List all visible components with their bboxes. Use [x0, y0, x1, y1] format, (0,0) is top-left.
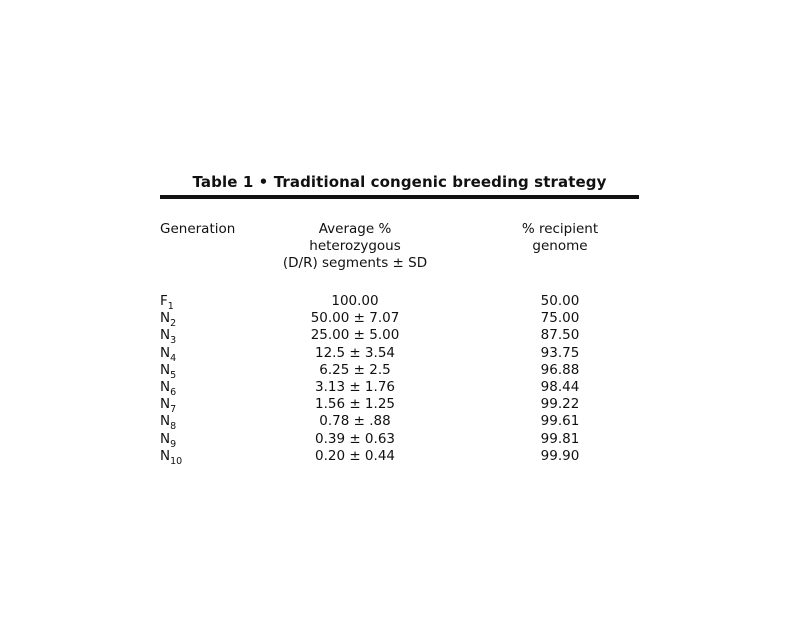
generation-subscript: 6 [170, 386, 177, 398]
average-cell: 6.25 ± 2.5 [319, 361, 391, 378]
average-cell: 0.20 ± 0.44 [314, 447, 395, 464]
average-cell: 3.13 ± 1.76 [314, 378, 395, 395]
generation-symbol: F [160, 293, 168, 309]
generation-cell [160, 379, 176, 397]
average-cell: 100.00 [331, 293, 379, 309]
generation-subscript: 5 [170, 369, 177, 381]
generation-symbol: N [160, 413, 171, 430]
average-cell: 0.78 ± .88 [319, 413, 391, 430]
average-cell: 50.00 ± 7.07 [310, 310, 400, 327]
generation-cell [160, 362, 176, 380]
recipient-cell: 96.88 [540, 361, 580, 378]
generation-symbol: N [160, 344, 171, 361]
generation-cell [160, 448, 182, 466]
recipient-cell: 99.22 [540, 396, 580, 413]
table-row [160, 345, 639, 362]
generation-cell [160, 327, 176, 345]
average-cell: 25.00 ± 5.00 [310, 327, 400, 344]
generation-subscript: 9 [170, 438, 177, 450]
recipient-cell: 93.75 [540, 344, 580, 361]
generation-subscript: 2 [170, 318, 177, 330]
table-row [160, 379, 639, 396]
breeding-table [160, 173, 639, 465]
table-row [160, 413, 639, 433]
generation-subscript: 4 [170, 352, 177, 364]
header-recipient-line-1: % recipient [521, 221, 599, 237]
table-body [160, 293, 639, 465]
header-generation-label: Generation [160, 221, 236, 237]
generation-cell [160, 345, 176, 363]
header-generation [160, 221, 235, 238]
generation-symbol: N [160, 310, 171, 327]
average-cell: 0.39 ± 0.63 [314, 430, 395, 447]
table-row [160, 431, 639, 448]
header-recipient [480, 221, 640, 255]
table-row [160, 362, 639, 379]
table-header [160, 221, 639, 293]
header-average-line-2: heterozygous [309, 238, 401, 254]
recipient-cell: 99.61 [540, 413, 580, 430]
generation-symbol: N [160, 327, 171, 344]
generation-subscript: 3 [170, 335, 177, 347]
generation-symbol: N [160, 378, 171, 395]
average-cell: 1.56 ± 1.25 [314, 396, 395, 413]
recipient-cell: 99.90 [540, 447, 580, 464]
generation-symbol: N [160, 430, 171, 447]
table-row [160, 327, 639, 347]
recipient-cell: 75.00 [540, 310, 580, 327]
generation-cell [160, 396, 176, 414]
generation-cell [160, 413, 176, 431]
generation-subscript: 8 [170, 421, 177, 433]
average-cell: 12.5 ± 3.54 [314, 344, 395, 361]
recipient-cell: 98.44 [540, 378, 580, 395]
table-row [160, 396, 639, 416]
generation-cell [160, 431, 176, 449]
table-row [160, 310, 639, 330]
generation-subscript: 7 [170, 404, 177, 416]
generation-cell [160, 293, 174, 311]
generation-subscript: 10 [170, 455, 183, 467]
generation-symbol: N [160, 361, 171, 378]
header-average-line-3: (D/R) segments ± SD [282, 255, 428, 271]
title-rule [160, 195, 639, 199]
generation-cell [160, 310, 176, 328]
table-title: Table 1 • Traditional congenic breeding strategy [192, 173, 607, 191]
generation-subscript: 1 [167, 301, 174, 312]
recipient-cell: 87.50 [540, 327, 580, 344]
header-average-line-1: Average % [318, 221, 392, 237]
table-row [160, 448, 639, 465]
recipient-cell: 50.00 [540, 293, 580, 309]
table-row [160, 293, 639, 310]
generation-symbol: N [160, 396, 171, 413]
recipient-cell: 99.81 [540, 430, 580, 447]
header-recipient-line-2: genome [532, 238, 588, 254]
generation-symbol: N [160, 447, 171, 464]
header-average [275, 221, 435, 272]
